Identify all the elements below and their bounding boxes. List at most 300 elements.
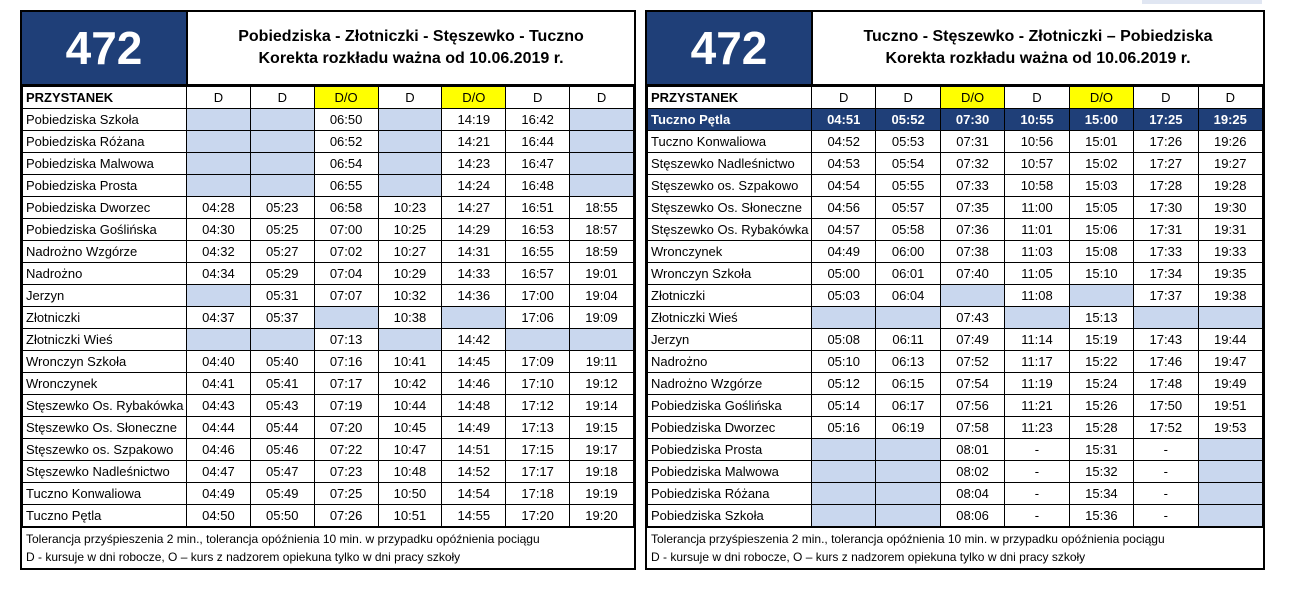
time-cell: 11:19 — [1005, 373, 1069, 395]
time-cell: 15:26 — [1069, 395, 1133, 417]
stop-name: Pobiedziska Szkoła — [648, 505, 812, 527]
column-header: D — [1134, 87, 1198, 109]
time-cell: 19:53 — [1198, 417, 1262, 439]
time-cell: 15:01 — [1069, 131, 1133, 153]
time-cell: 16:42 — [506, 109, 570, 131]
table-row — [23, 175, 634, 197]
time-cell: 16:44 — [506, 131, 570, 153]
stop-name: Pobiedziska Goślińska — [23, 219, 187, 241]
time-cell — [187, 329, 251, 351]
time-cell: 08:04 — [940, 483, 1004, 505]
time-cell: 07:23 — [314, 461, 378, 483]
schedule-table — [647, 86, 1263, 527]
table-row — [648, 483, 1263, 505]
time-cell — [187, 131, 251, 153]
time-cell: 04:28 — [187, 197, 251, 219]
time-cell — [378, 175, 442, 197]
time-cell: 17:34 — [1134, 263, 1198, 285]
time-cell: 07:13 — [314, 329, 378, 351]
time-cell — [1198, 461, 1262, 483]
time-cell: 10:27 — [378, 241, 442, 263]
time-cell: 14:54 — [442, 483, 506, 505]
time-cell: 14:52 — [442, 461, 506, 483]
stop-name: Pobiedziska Szkoła — [23, 109, 187, 131]
time-cell: 14:31 — [442, 241, 506, 263]
time-cell: 05:58 — [876, 219, 940, 241]
time-cell: 19:27 — [1198, 153, 1262, 175]
table-row — [648, 329, 1263, 351]
table-row — [23, 351, 634, 373]
column-header: D/O — [314, 87, 378, 109]
time-cell: - — [1005, 461, 1069, 483]
stop-name: Nadrożno — [648, 351, 812, 373]
time-cell — [250, 175, 314, 197]
time-cell — [812, 461, 876, 483]
time-cell: 07:16 — [314, 351, 378, 373]
time-cell: 15:28 — [1069, 417, 1133, 439]
time-cell: 04:41 — [187, 373, 251, 395]
table-row — [23, 417, 634, 439]
time-cell: 10:50 — [378, 483, 442, 505]
time-cell — [876, 461, 940, 483]
time-cell: 14:36 — [442, 285, 506, 307]
time-cell: 04:53 — [812, 153, 876, 175]
stop-name: Wronczyn Szkoła — [648, 263, 812, 285]
time-cell: 07:20 — [314, 417, 378, 439]
table-row — [23, 439, 634, 461]
time-cell: 16:48 — [506, 175, 570, 197]
time-cell: 18:59 — [570, 241, 634, 263]
time-cell: 05:14 — [812, 395, 876, 417]
time-cell: 17:09 — [506, 351, 570, 373]
time-cell: 06:00 — [876, 241, 940, 263]
time-cell: 17:15 — [506, 439, 570, 461]
stop-name: Pobiedziska Malwowa — [23, 153, 187, 175]
time-cell: 17:17 — [506, 461, 570, 483]
stop-name: Nadrożno Wzgórze — [23, 241, 187, 263]
stop-name: Stęszewko os. Szpakowo — [648, 175, 812, 197]
stop-name: Jerzyn — [648, 329, 812, 351]
time-cell: 14:19 — [442, 109, 506, 131]
time-cell: - — [1134, 461, 1198, 483]
time-cell: 05:29 — [250, 263, 314, 285]
time-cell: 04:49 — [187, 483, 251, 505]
time-cell: 14:21 — [442, 131, 506, 153]
table-row — [23, 505, 634, 527]
time-cell: 19:25 — [1198, 109, 1262, 131]
stop-name: Stęszewko Os. Słoneczne — [23, 417, 187, 439]
time-cell: 04:51 — [812, 109, 876, 131]
time-cell: 15:13 — [1069, 307, 1133, 329]
time-cell: 15:00 — [1069, 109, 1133, 131]
stop-name: Pobiedziska Różana — [23, 131, 187, 153]
stop-name: Złotniczki Wieś — [648, 307, 812, 329]
time-cell: 15:24 — [1069, 373, 1133, 395]
validity-note: Korekta rozkładu ważna od 10.06.2019 r. — [885, 50, 1191, 67]
column-header: D — [812, 87, 876, 109]
table-row — [648, 263, 1263, 285]
table-row — [23, 483, 634, 505]
time-cell: 19:19 — [570, 483, 634, 505]
time-cell — [442, 307, 506, 329]
time-cell: 14:48 — [442, 395, 506, 417]
stop-name: Złotniczki Wieś — [23, 329, 187, 351]
time-cell: 11:14 — [1005, 329, 1069, 351]
time-cell: 07:04 — [314, 263, 378, 285]
time-cell: 15:02 — [1069, 153, 1133, 175]
time-cell: 07:38 — [940, 241, 1004, 263]
header-row — [648, 87, 1263, 109]
time-cell: 14:29 — [442, 219, 506, 241]
time-cell — [812, 307, 876, 329]
time-cell: 14:51 — [442, 439, 506, 461]
stop-name: Stęszewko Nadleśnictwo — [23, 461, 187, 483]
time-cell: 05:03 — [812, 285, 876, 307]
time-cell: 19:49 — [1198, 373, 1262, 395]
time-cell: 17:52 — [1134, 417, 1198, 439]
time-cell: 10:56 — [1005, 131, 1069, 153]
time-cell: 14:46 — [442, 373, 506, 395]
time-cell: 19:44 — [1198, 329, 1262, 351]
time-cell — [570, 329, 634, 351]
time-cell: 05:57 — [876, 197, 940, 219]
time-cell — [1198, 505, 1262, 527]
time-cell: 17:20 — [506, 505, 570, 527]
time-cell: 06:11 — [876, 329, 940, 351]
stop-name: Stęszewko Nadleśnictwo — [648, 153, 812, 175]
time-cell: 05:54 — [876, 153, 940, 175]
time-cell: 05:37 — [250, 307, 314, 329]
time-cell: 19:51 — [1198, 395, 1262, 417]
time-cell: 05:53 — [876, 131, 940, 153]
time-cell: 06:19 — [876, 417, 940, 439]
stop-name: Stęszewko os. Szpakowo — [23, 439, 187, 461]
stop-name: Stęszewko Os. Słoneczne — [648, 197, 812, 219]
time-cell — [570, 109, 634, 131]
time-cell — [378, 153, 442, 175]
time-cell: 05:55 — [876, 175, 940, 197]
time-cell: 10:32 — [378, 285, 442, 307]
time-cell: 19:30 — [1198, 197, 1262, 219]
time-cell: 19:18 — [570, 461, 634, 483]
time-cell: 14:42 — [442, 329, 506, 351]
time-cell: 18:57 — [570, 219, 634, 241]
time-cell: 19:15 — [570, 417, 634, 439]
time-cell: 17:00 — [506, 285, 570, 307]
stop-column-header: PRZYSTANEK — [648, 87, 812, 109]
time-cell: 06:15 — [876, 373, 940, 395]
time-cell: 07:43 — [940, 307, 1004, 329]
time-cell: 19:35 — [1198, 263, 1262, 285]
table-row — [23, 373, 634, 395]
time-cell: 11:08 — [1005, 285, 1069, 307]
stop-name: Wronczynek — [648, 241, 812, 263]
time-cell: 19:01 — [570, 263, 634, 285]
time-cell: 17:13 — [506, 417, 570, 439]
time-cell — [1069, 285, 1133, 307]
time-cell: 05:27 — [250, 241, 314, 263]
column-header: D — [570, 87, 634, 109]
time-cell: 17:46 — [1134, 351, 1198, 373]
time-cell: 15:08 — [1069, 241, 1133, 263]
time-cell: 19:26 — [1198, 131, 1262, 153]
time-cell: 15:03 — [1069, 175, 1133, 197]
time-cell: 04:43 — [187, 395, 251, 417]
time-cell — [1198, 483, 1262, 505]
time-cell: 04:46 — [187, 439, 251, 461]
time-cell: 04:44 — [187, 417, 251, 439]
column-header: D — [1198, 87, 1262, 109]
time-cell: 10:58 — [1005, 175, 1069, 197]
time-cell: - — [1134, 439, 1198, 461]
time-cell: 19:11 — [570, 351, 634, 373]
column-header: D — [250, 87, 314, 109]
stop-name: Jerzyn — [23, 285, 187, 307]
time-cell — [812, 505, 876, 527]
time-cell: 05:44 — [250, 417, 314, 439]
table-row — [648, 461, 1263, 483]
tolerance-note: Tolerancja przyśpieszenia 2 min., tolerancja opóźnienia 10 min. w przypadku opóźnienia pociągu — [26, 532, 540, 546]
stop-name: Tuczno Konwaliowa — [23, 483, 187, 505]
time-cell: 15:36 — [1069, 505, 1133, 527]
time-cell: 16:57 — [506, 263, 570, 285]
time-cell: 04:57 — [812, 219, 876, 241]
time-cell: 16:53 — [506, 219, 570, 241]
time-cell: 05:10 — [812, 351, 876, 373]
column-header: D — [187, 87, 251, 109]
table-row — [23, 131, 634, 153]
time-cell: 10:55 — [1005, 109, 1069, 131]
time-cell: 07:54 — [940, 373, 1004, 395]
time-cell: 19:38 — [1198, 285, 1262, 307]
time-cell: 07:52 — [940, 351, 1004, 373]
time-cell: - — [1134, 505, 1198, 527]
time-cell: 17:33 — [1134, 241, 1198, 263]
timetable-header — [647, 12, 1263, 86]
time-cell: 10:47 — [378, 439, 442, 461]
stop-column-header: PRZYSTANEK — [23, 87, 187, 109]
time-cell: 10:44 — [378, 395, 442, 417]
time-cell: 17:18 — [506, 483, 570, 505]
table-row — [648, 439, 1263, 461]
column-header: D — [378, 87, 442, 109]
time-cell: 10:42 — [378, 373, 442, 395]
time-cell: 10:25 — [378, 219, 442, 241]
time-cell: 07:31 — [940, 131, 1004, 153]
time-cell: 15:10 — [1069, 263, 1133, 285]
time-cell: 06:04 — [876, 285, 940, 307]
time-cell: 08:01 — [940, 439, 1004, 461]
time-cell: 06:54 — [314, 153, 378, 175]
time-cell: 19:09 — [570, 307, 634, 329]
time-cell: 06:01 — [876, 263, 940, 285]
route-title: Tuczno - Stęszewko - Złotniczki – Pobiedziska — [863, 28, 1213, 45]
time-cell: 14:49 — [442, 417, 506, 439]
time-cell: 19:04 — [570, 285, 634, 307]
time-cell: 11:23 — [1005, 417, 1069, 439]
time-cell: 16:47 — [506, 153, 570, 175]
time-cell — [876, 307, 940, 329]
time-cell: 11:03 — [1005, 241, 1069, 263]
time-cell — [570, 153, 634, 175]
time-cell: 05:00 — [812, 263, 876, 285]
time-cell: 10:51 — [378, 505, 442, 527]
time-cell: 10:45 — [378, 417, 442, 439]
table-row — [648, 417, 1263, 439]
time-cell: 05:43 — [250, 395, 314, 417]
table-row — [23, 307, 634, 329]
table-row — [648, 153, 1263, 175]
stop-name: Pobiedziska Prosta — [648, 439, 812, 461]
time-cell: 15:06 — [1069, 219, 1133, 241]
time-cell: 06:13 — [876, 351, 940, 373]
time-cell: 11:17 — [1005, 351, 1069, 373]
validity-note: Korekta rozkładu ważna od 10.06.2019 r. — [258, 50, 564, 67]
time-cell: 06:55 — [314, 175, 378, 197]
time-cell: 04:56 — [812, 197, 876, 219]
stop-name: Złotniczki — [648, 285, 812, 307]
stop-name: Wronczyn Szkoła — [23, 351, 187, 373]
table-row — [23, 153, 634, 175]
stop-name: Złotniczki — [23, 307, 187, 329]
time-cell: 10:38 — [378, 307, 442, 329]
time-cell — [876, 483, 940, 505]
table-row — [23, 285, 634, 307]
stop-name: Pobiedziska Dworzec — [23, 197, 187, 219]
time-cell — [812, 439, 876, 461]
stop-name: Pobiedziska Goślińska — [648, 395, 812, 417]
time-cell: 04:37 — [187, 307, 251, 329]
time-cell: 07:17 — [314, 373, 378, 395]
time-cell: 15:34 — [1069, 483, 1133, 505]
tolerance-note: Tolerancja przyśpieszenia 2 min., tolerancja opóźnienia 10 min. w przypadku opóźnienia pociągu — [651, 532, 1165, 546]
time-cell: 04:32 — [187, 241, 251, 263]
time-cell: - — [1005, 439, 1069, 461]
time-cell: 07:22 — [314, 439, 378, 461]
table-row — [23, 263, 634, 285]
time-cell — [250, 131, 314, 153]
timetable-title — [813, 12, 1263, 84]
time-cell: 10:41 — [378, 351, 442, 373]
time-cell: 14:27 — [442, 197, 506, 219]
time-cell: 15:05 — [1069, 197, 1133, 219]
table-row — [648, 219, 1263, 241]
column-header: D/O — [442, 87, 506, 109]
time-cell: 08:02 — [940, 461, 1004, 483]
table-row — [648, 131, 1263, 153]
time-cell: 17:06 — [506, 307, 570, 329]
time-cell: 04:40 — [187, 351, 251, 373]
table-row — [23, 395, 634, 417]
time-cell — [812, 483, 876, 505]
time-cell: 05:40 — [250, 351, 314, 373]
timetable-header — [22, 12, 634, 86]
footer-notes — [647, 527, 1263, 568]
timetable-right — [645, 10, 1265, 570]
time-cell: 04:54 — [812, 175, 876, 197]
time-cell: 19:12 — [570, 373, 634, 395]
time-cell: 07:00 — [314, 219, 378, 241]
table-row — [648, 307, 1263, 329]
column-header: D — [876, 87, 940, 109]
time-cell: 07:58 — [940, 417, 1004, 439]
stop-name: Pobiedziska Malwowa — [648, 461, 812, 483]
table-row — [648, 351, 1263, 373]
time-cell: 14:45 — [442, 351, 506, 373]
time-cell: 17:10 — [506, 373, 570, 395]
time-cell: 07:36 — [940, 219, 1004, 241]
time-cell: 19:31 — [1198, 219, 1262, 241]
time-cell: 10:48 — [378, 461, 442, 483]
time-cell — [187, 109, 251, 131]
stop-name: Pobiedziska Różana — [648, 483, 812, 505]
column-header: D/O — [940, 87, 1004, 109]
legend-note: D - kursuje w dni robocze, O – kurs z nadzorem opiekuna tylko w dni pracy szkoły — [651, 550, 1086, 564]
time-cell: 07:35 — [940, 197, 1004, 219]
time-cell — [1005, 307, 1069, 329]
table-row — [648, 285, 1263, 307]
table-row — [648, 197, 1263, 219]
time-cell: 17:25 — [1134, 109, 1198, 131]
time-cell: 06:17 — [876, 395, 940, 417]
column-header: D — [1005, 87, 1069, 109]
time-cell: 05:25 — [250, 219, 314, 241]
time-cell — [506, 329, 570, 351]
table-row — [23, 219, 634, 241]
timetable-left — [20, 10, 636, 570]
time-cell: 07:49 — [940, 329, 1004, 351]
schedule-table — [22, 86, 634, 527]
time-cell: 17:37 — [1134, 285, 1198, 307]
time-cell: 07:32 — [940, 153, 1004, 175]
time-cell: 15:32 — [1069, 461, 1133, 483]
time-cell: 16:55 — [506, 241, 570, 263]
time-cell: 11:05 — [1005, 263, 1069, 285]
time-cell: 07:26 — [314, 505, 378, 527]
time-cell — [570, 175, 634, 197]
time-cell — [876, 505, 940, 527]
stop-name: Nadrożno Wzgórze — [648, 373, 812, 395]
table-row — [23, 329, 634, 351]
time-cell: 05:31 — [250, 285, 314, 307]
time-cell — [378, 329, 442, 351]
stop-name: Tuczno Pętla — [648, 109, 812, 131]
stop-name: Tuczno Pętla — [23, 505, 187, 527]
time-cell: 07:07 — [314, 285, 378, 307]
time-cell: 04:34 — [187, 263, 251, 285]
time-cell: 11:01 — [1005, 219, 1069, 241]
time-cell — [378, 131, 442, 153]
column-header: D/O — [1069, 87, 1133, 109]
time-cell: 05:47 — [250, 461, 314, 483]
time-cell: 05:16 — [812, 417, 876, 439]
time-cell — [876, 439, 940, 461]
time-cell: 17:12 — [506, 395, 570, 417]
route-title: Pobiedziska - Złotniczki - Stęszewko - Tuczno — [238, 28, 584, 45]
decorative-stripe — [1142, 0, 1262, 4]
time-cell: 17:48 — [1134, 373, 1198, 395]
table-row — [648, 373, 1263, 395]
time-cell: 07:56 — [940, 395, 1004, 417]
time-cell: 17:30 — [1134, 197, 1198, 219]
time-cell: 17:27 — [1134, 153, 1198, 175]
time-cell: 17:28 — [1134, 175, 1198, 197]
time-cell: 05:49 — [250, 483, 314, 505]
table-row — [648, 109, 1263, 131]
time-cell — [187, 175, 251, 197]
time-cell: 04:49 — [812, 241, 876, 263]
time-cell: 07:19 — [314, 395, 378, 417]
